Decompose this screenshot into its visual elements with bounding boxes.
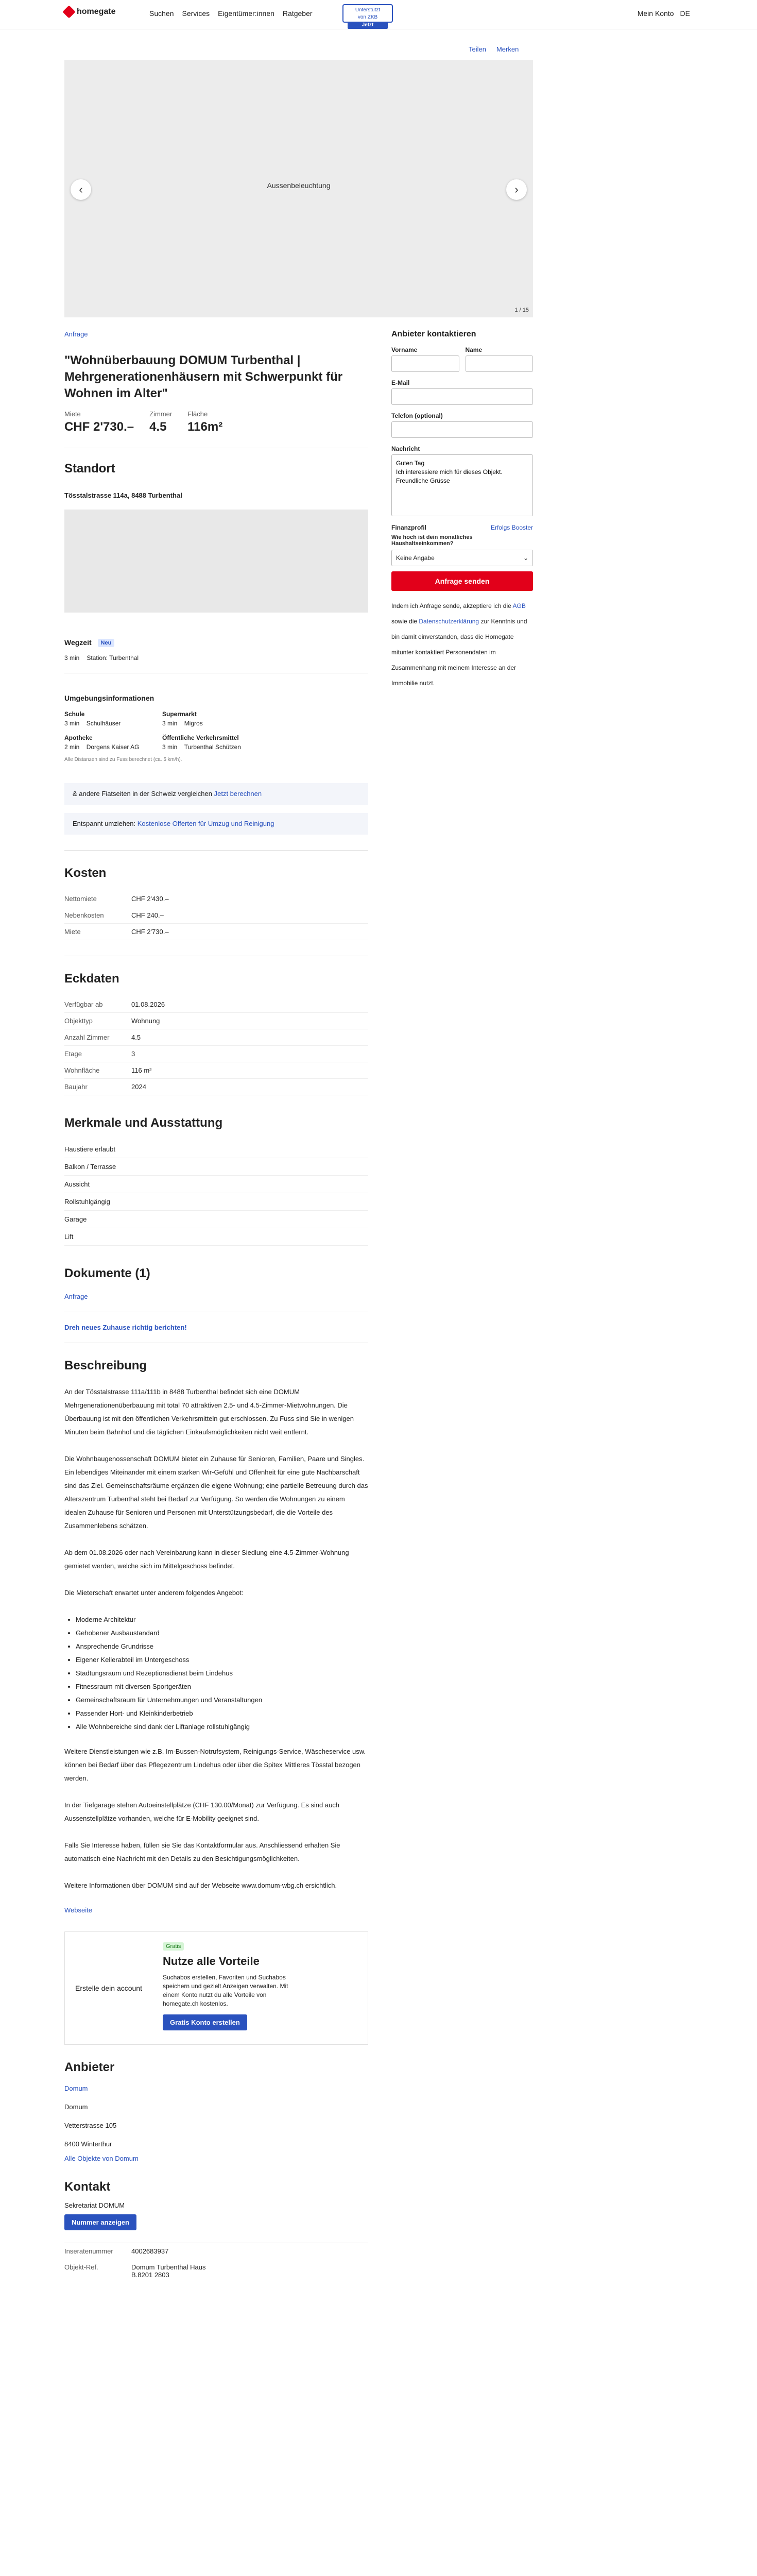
- contact-heading: Kontakt: [64, 2180, 111, 2194]
- booster-badge: Erfolgs Booster: [490, 524, 533, 531]
- fact-rent: Miete CHF 2'730.–: [64, 410, 134, 434]
- poi-supermarket: Supermarkt 3 min Migros: [162, 710, 203, 727]
- description-paragraph: In der Tiefgarage stehen Autoeinstellplätze (CHF 130.00/Monat) zur Verfügung. Es sind auch Aussenstellplätze vorhanden, welche für E-Mobility geeignet sind.: [64, 1801, 340, 1823]
- message-textarea[interactable]: [391, 454, 533, 516]
- message-label: Nachricht: [391, 445, 420, 452]
- description-paragraph: Falls Sie Interesse haben, füllen sie Sie das Kontaktformular aus. Anschliessend erhalten Sie automatisch eine Nachricht mit den Details zu den Besichtigungsmöglichkeiten.: [64, 1841, 340, 1863]
- listing-main: [64, 330, 368, 2283]
- account-link[interactable]: Mein Konto: [637, 9, 674, 18]
- features-list: [64, 1141, 368, 1246]
- description-paragraph: Weitere Informationen über DOMUM sind auf der Webseite www.domum-wbg.ch ersichtlich.: [64, 1882, 337, 1890]
- commute-new-badge: Neu: [98, 639, 115, 647]
- compare-box: [64, 783, 368, 805]
- description-paragraph: Die Wohnbaugenossenschaft DOMUM bietet ein Zuhause für Senioren, Familien, Paare und Singles. Ein lebendiges Miteinander mit einem starken Wir-Gefühl und Offenheit für eine gute Nachbarschaft sind das Ziel. Gemeinschaftsräume ergänzen die eigene Wohnung; eine partielle Betreuung durch das Alterszentrum Turbenthal steht bei Bedarf zur Verfügung. So werden die Wohnungen zu einem idealen Zuhause für Senioren und Personen mit Unterstützungsbedarf, die die Vorteile des Zusammenlebens schätzen.: [64, 1455, 368, 1530]
- ref-row: Inseratenummer 4002683937: [64, 2247, 169, 2256]
- pro-text: Suchabos erstellen, Favoriten und Suchabos speichern und gezielt Anzeigen verwalten. Mit einem Konto nutzt du alle Vorteile von homegate.ch kostenlos.: [163, 1974, 288, 2008]
- gallery-next-button[interactable]: [506, 179, 527, 200]
- keydata-row: Verfügbar ab 01.08.2026: [64, 996, 368, 1013]
- location-address: Tösstalstrasse 114a, 8488 Turbenthal: [64, 492, 182, 499]
- feature-item: Garage: [64, 1211, 368, 1228]
- description-paragraph: Ab dem 01.08.2026 oder nach Vereinbarung kann in dieser Siedlung eine 4.5-Zimmer-Wohnung gemietet werden, welche sich im Mittelgeschoss befindet.: [64, 1549, 349, 1570]
- firstname-label: Vorname: [391, 346, 418, 353]
- show-number-button[interactable]: Nummer anzeigen: [64, 2214, 136, 2230]
- website-link[interactable]: Webseite: [64, 1906, 92, 1914]
- create-account-button[interactable]: Gratis Konto erstellen: [163, 2014, 247, 2030]
- contact-name: Sekretariat DOMUM: [64, 2201, 125, 2210]
- features-heading: Merkmale und Ausstattung: [64, 1116, 223, 1130]
- gallery-caption: Aussenbeleuchtung: [267, 181, 331, 190]
- description-paragraph: Weitere Dienstleistungen wie z.B. Im-Bussen-Notrufsystem, Reinigungs-Service, Wäscheservice usw. können bei Bedarf über das Pflegezentrum Lindehus oder über die Spitex Mittleres Tösstal bezogen werden.: [64, 1748, 366, 1783]
- phone-label: Telefon (optional): [391, 412, 443, 419]
- advertiser-street: Vetterstrasse 105: [64, 2122, 117, 2130]
- feature-item: Balkon / Terrasse: [64, 1158, 368, 1176]
- description-paragraph: Die Mieterschaft erwartet unter anderem folgendes Angebot:: [64, 1589, 244, 1597]
- site-header: [0, 0, 757, 29]
- income-select-value: Keine Angabe: [396, 554, 435, 562]
- promo-line1: Unterstützt: [355, 7, 381, 13]
- advertiser-heading: Anbieter: [64, 2060, 115, 2075]
- language-switch[interactable]: DE: [680, 9, 690, 18]
- keydata-row: Objekttyp Wohnung: [64, 1013, 368, 1029]
- account-promo-left: Erstelle dein account: [75, 1984, 142, 1993]
- nav-item-services[interactable]: Services: [182, 9, 210, 18]
- logo-icon: [62, 5, 75, 18]
- favorite-link[interactable]: Merken: [496, 45, 519, 53]
- promo-line3: Jetzt: [348, 22, 388, 29]
- compare-link[interactable]: Jetzt berechnen: [214, 790, 262, 798]
- share-link[interactable]: Teilen: [469, 45, 486, 53]
- phone-input[interactable]: [391, 421, 533, 438]
- contact-form: [391, 330, 533, 691]
- email-input[interactable]: [391, 388, 533, 405]
- gallery-counter: 1 / 15: [514, 307, 529, 313]
- promo-badge[interactable]: [342, 4, 393, 28]
- costs-heading: Kosten: [64, 866, 107, 880]
- keydata-row: Etage 3: [64, 1046, 368, 1062]
- chevron-down-icon: ⌄: [523, 554, 528, 562]
- feature-item: Aussicht: [64, 1176, 368, 1193]
- costs-table: [64, 891, 368, 940]
- promo-line2: von ZKB: [357, 14, 378, 20]
- privacy-link[interactable]: Datenschutzerklärung: [419, 618, 479, 625]
- description-heading: Beschreibung: [64, 1359, 147, 1373]
- poi-school: Schule 3 min Schulhäuser: [64, 710, 121, 727]
- budget-label: Finanzprofil: [391, 524, 426, 531]
- advertiser-name: Domum: [64, 2103, 88, 2111]
- feature-item: Lift: [64, 1228, 368, 1246]
- nav-item-search[interactable]: Suchen: [149, 9, 174, 18]
- fact-rooms: Zimmer 4.5: [149, 410, 173, 434]
- main-nav: [149, 9, 313, 18]
- contact-form-heading: Anbieter kontaktieren: [391, 330, 476, 338]
- account-promo-box: [64, 1931, 368, 2045]
- compare-text: & andere Fiatseiten in der Schweiz vergleichen: [73, 790, 212, 798]
- keydata-row: Wohnfläche 116 m²: [64, 1062, 368, 1079]
- agb-link[interactable]: AGB: [512, 602, 526, 609]
- location-heading: Standort: [64, 462, 115, 476]
- pro-heading: Nutze alle Vorteile: [163, 1955, 260, 1968]
- commute-heading: Wegzeit: [64, 638, 92, 647]
- chevron-left-icon: ‹: [79, 183, 83, 196]
- document-link[interactable]: Anfrage: [64, 1293, 88, 1301]
- gallery-prev-button[interactable]: [71, 179, 91, 200]
- keydata-heading: Eckdaten: [64, 972, 119, 986]
- cost-row-total: Miete CHF 2'730.–: [64, 924, 368, 940]
- commute-time: 3 min: [64, 654, 80, 662]
- moving-box: [64, 813, 368, 835]
- advertiser-link[interactable]: Domum: [64, 2084, 88, 2093]
- firstname-input[interactable]: [391, 355, 459, 372]
- surroundings-note: Alle Distanzen sind zu Fuss berechnet (ca. 5 km/h).: [64, 757, 182, 763]
- map[interactable]: [64, 510, 368, 613]
- keydata-table: [64, 996, 368, 1095]
- image-gallery[interactable]: [64, 60, 533, 317]
- advertiser-more-link[interactable]: Alle Objekte von Domum: [64, 2155, 139, 2163]
- fact-area: Fläche 116m²: [187, 410, 223, 434]
- poi-transport: Öffentliche Verkehrsmittel 3 min Turbenthal Schützen: [162, 734, 241, 751]
- feature-item: Haustiere erlaubt: [64, 1141, 368, 1158]
- moving-text: Entspannt umziehen:: [73, 820, 136, 828]
- feature-item: Rollstuhlgängig: [64, 1193, 368, 1211]
- legal-text: Indem ich Anfrage sende, akzeptiere ich die AGB sowie die Datenschutzerklärung zur Kenntnis und bin damit einverstanden, dass die Homegate mitunter kontaktiert Personendaten im Zusammenhang mit meinem Interesse an der Immobilie nutzt.: [391, 602, 527, 687]
- description-paragraph: An der Tösstalstrasse 111a/111b in 8488 Turbenthal befindet sich eine DOMUM Mehrgenerationenüberbauung mit total 70 attraktiven 2.5- und 4.5-Zimmer-Mietwohnungen. Die Überbauung ist mit den öffentlichen Verkehrsmitteln gut erschlossen. Zu Fuss sind Sie in wenigen Minuten beim Bahnhof und die täglichen Einkaufsmöglichkeiten nicht weit entfernt.: [64, 1388, 354, 1436]
- description-list: • Moderne Architektur • Gehobener Ausbaustandard • Ansprechende Grundrisse • Eigener Kellerabteil im Untergeschoss • Stadtungsraum und Rezeptionsdienst beim Lindehus • Fitnessraum mit diversen Sportgeräten • Gemeinschaftsraum für Unternehmungen und Veranstaltungen • Passender Hort- und Kleinkinderbetrieb • Alle Wohnbereiche sind dank der Liftanlage rollstuhlgängig: [64, 1613, 368, 1734]
- commute-target[interactable]: Station: Turbenthal: [87, 654, 139, 662]
- nav-item-owners[interactable]: Eigentümer:innen: [218, 9, 274, 18]
- moving-link[interactable]: Kostenlose Offerten für Umzug und Reinigung: [137, 820, 274, 828]
- listing-type-link[interactable]: Anfrage: [64, 330, 88, 338]
- lastname-input[interactable]: [466, 355, 534, 372]
- nav-item-guide[interactable]: Ratgeber: [282, 9, 313, 18]
- surroundings-grid: [64, 710, 368, 751]
- keydata-row: Anzahl Zimmer 4.5: [64, 1029, 368, 1046]
- description-body: [64, 1385, 368, 1892]
- income-select[interactable]: [391, 550, 533, 566]
- listing-title: "Wohnüberbauung DOMUM Turbenthal | Mehrgenerationenhäusern mit Schwerpunkt für Wohnen im Alter": [64, 353, 343, 400]
- surroundings-heading: Umgebungsinformationen: [64, 694, 154, 703]
- homegate-logo[interactable]: [64, 7, 116, 16]
- pro-badge: Gratis: [163, 1942, 184, 1951]
- advertiser-city: 8400 Winterthur: [64, 2140, 112, 2148]
- lastname-label: Name: [465, 346, 483, 353]
- budget-question: Wie hoch ist dein monatliches Haushaltseinkommen?: [391, 534, 473, 547]
- cost-row-net: Nettomiete CHF 2'430.–: [64, 891, 368, 907]
- cost-row-extra: Nebenkosten CHF 240.–: [64, 907, 368, 924]
- objref-row: Objekt-Ref. Domum Turbenthal Haus B.8201 2803: [64, 2263, 206, 2279]
- chevron-right-icon: ›: [514, 183, 519, 196]
- advertiser-block: [64, 2083, 368, 2164]
- send-request-button[interactable]: Anfrage senden: [391, 571, 533, 591]
- poi-pharmacy: Apotheke 2 min Dorgens Kaiser AG: [64, 734, 140, 751]
- keydata-row: Baujahr 2024: [64, 1079, 368, 1095]
- documents-heading: Dokumente (1): [64, 1266, 150, 1281]
- email-label: E-Mail: [391, 379, 410, 386]
- report-home-link[interactable]: Dreh neues Zuhause richtig berichten!: [64, 1324, 187, 1332]
- logo-text: homegate: [77, 7, 116, 16]
